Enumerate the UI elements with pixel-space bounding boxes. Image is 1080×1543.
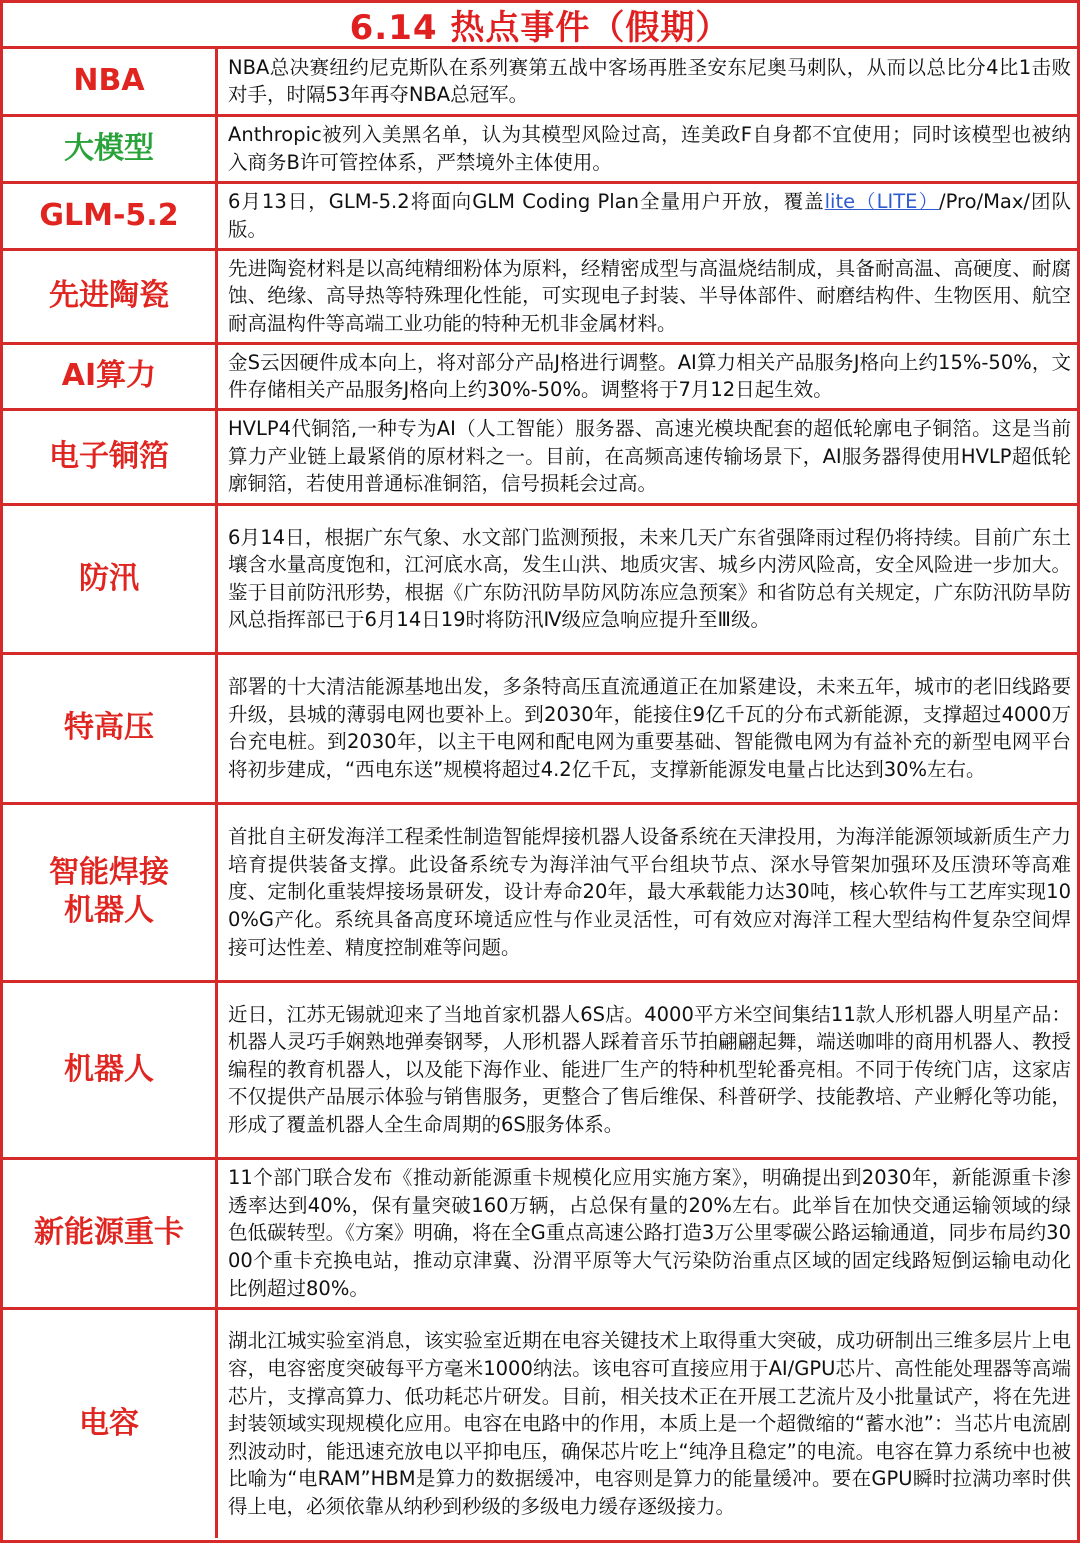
category-advanced-ceramics: 先进陶瓷 bbox=[3, 249, 217, 343]
category-line: 智能焊接 bbox=[49, 855, 169, 891]
category-welding-robot bbox=[3, 803, 217, 981]
event-description: 11个部门联合发布《推动新能源重卡规模化应用实施方案》，明确提出到2030年，新能源重卡渗透率达到40%，保有量突破160万辆，占总保有量的20%左右。此举旨在加快交通运输领域的绿色低碳转型。《方案》明确，将在全G重点高速公路打造3万公里零碳公路运输通道，同步布局约3000个重卡充换电站，推动京津冀、汾渭平原等大气污染防治重点区域的固定线路短倒运输电动化比例超过80%。 bbox=[217, 1158, 1078, 1308]
event-text-before-link: 6月13日，GLM-5.2将面向GLM Coding Plan全量用户开放，覆盖 bbox=[228, 189, 825, 213]
category-glm: GLM-5.2 bbox=[3, 182, 217, 249]
category-capacitor: 电容 bbox=[3, 1308, 217, 1538]
event-description: 部署的十大清洁能源基地出发，多条特高压直流通道正在加紧建设，未来五年，城市的老旧线路要升级，县城的薄弱电网也要补上。到2030年，能接住9亿千瓦的分布式新能源，支撑超过4000万台充电桩。到2030年，以主干电网和配电网为重要基础、智能微电网为有益补充的新型电网平台将初步建成，“西电东送”规模将超过4.2亿千瓦，支撑新能源发电量占比达到30%左右。 bbox=[217, 653, 1078, 803]
table-row bbox=[3, 249, 1077, 343]
event-description: 近日，江苏无锡就迎来了当地首家机器人6S店。4000平方米空间集结11款人形机器人明星产品：机器人灵巧手娴熟地弹奏钢琴，人形机器人踩着音乐节拍翩翩起舞，端送咖啡的商用机器人、教授编程的教育机器人，以及能下海作业、能进厂生产的特种机型轮番亮相。不同于传统门店，这家店不仅提供产品展示体验与销售服务，更整合了售后维保、科普研学、技能教培、产业孵化等功能，形成了覆盖机器人全生命周期的6S服务体系。 bbox=[217, 981, 1078, 1158]
event-description: NBA总决赛纽约尼克斯队在系列赛第五战中客场再胜圣安东尼奥马刺队，从而以总比分4比1击败对手，时隔53年再夺NBA总冠军。 bbox=[217, 49, 1078, 115]
category-robot: 机器人 bbox=[3, 981, 217, 1158]
event-description: 首批自主研发海洋工程柔性制造智能焊接机器人设备系统在天津投用，为海洋能源领域新质生产力培育提供装备支撑。此设备系统专为海洋油气平台组块节点、深水导管架加强环及压溃环等高难度、定制化重装焊接场景研发，设计寿命20年，最大承载能力达30吨，核心软件与工艺库实现100%G产化。系统具备高度环境适应性与作业灵活性，可有效应对海洋工程大型结构件复杂空间焊接可达性差、精度控制难等问题。 bbox=[217, 803, 1078, 981]
table-row bbox=[3, 981, 1077, 1158]
table-row bbox=[3, 1308, 1077, 1538]
category-nba: NBA bbox=[3, 49, 217, 115]
table-row bbox=[3, 653, 1077, 803]
lite-link[interactable]: lite（LITE） bbox=[824, 189, 940, 213]
category-ev-truck: 新能源重卡 bbox=[3, 1158, 217, 1308]
event-description: Anthropic被列入美黑名单，认为其模型风险过高，连美政F自身都不宜使用；同时该模型也被纳入商务B许可管控体系，严禁境外主体使用。 bbox=[217, 115, 1078, 182]
event-text-after-link: /Pro/Max/团队版。 bbox=[228, 189, 1072, 241]
event-description: 湖北江城实验室消息，该实验室近期在电容关键技术上取得重大突破，成功研制出三维多层片上电容，电容密度突破每平方毫米1000纳法。该电容可直接应用于AI/GPU芯片、高性能处理器等高端芯片，支撑高算力、低功耗芯片研发。目前，相关技术正在开展工艺流片及小批量试产，将在先进封装领域实现规模化应用。电容在电路中的作用，本质上是一个超微缩的“蓄水池”：当芯片电流剧烈波动时，能迅速充放电以平抑电压，确保芯片吃上“纯净且稳定”的电流。电容在算力系统中也被比喻为“电RAM”HBM是算力的数据缓冲，电容则是算力的能量缓冲。要在GPU瞬时拉满功率时供得上电，必须依靠从纳秒到秒级的多级电力缓存逐级接力。 bbox=[228, 1329, 1071, 1518]
event-description: HVLP4代铜箔,一种专为AI（人工智能）服务器、高速光模块配套的超低轮廓电子铜箔。这是当前算力产业链上最紧俏的原材料之一。目前，在高频高速传输场景下，AI服务器得使用HVLP超低轮廓铜箔，若使用普通标准铜箔，信号损耗会过高。 bbox=[217, 409, 1078, 504]
event-description bbox=[217, 182, 1078, 249]
table-row bbox=[3, 49, 1077, 115]
table-row bbox=[3, 803, 1077, 981]
category-copper-foil: 电子铜箔 bbox=[3, 409, 217, 504]
table-row bbox=[3, 409, 1077, 504]
category-large-model: 大模型 bbox=[3, 115, 217, 182]
table-row bbox=[3, 182, 1077, 249]
table-row bbox=[3, 1158, 1077, 1308]
table-row bbox=[3, 504, 1077, 653]
event-description: 先进陶瓷材料是以高纯精细粉体为原料，经精密成型与高温烧结制成，具备耐高温、高硬度、耐腐蚀、绝缘、高导热等特殊理化性能，可实现电子封装、半导体部件、耐磨结构件、生物医用、航空耐高温构件等高端工业功能的特种无机非金属材料。 bbox=[217, 249, 1078, 343]
page-title: 6.14 热点事件（假期） bbox=[3, 3, 1077, 49]
events-table bbox=[3, 49, 1077, 1538]
category-ai-compute: AI算力 bbox=[3, 343, 217, 409]
event-description: 金S云因硬件成本向上，将对部分产品J格进行调整。AI算力相关产品服务J格向上约15%-50%，文件存储相关产品服务J格向上约30%-50%。调整将于7月12日起生效。 bbox=[217, 343, 1078, 409]
table-row bbox=[3, 343, 1077, 409]
event-description: 6月14日，根据广东气象、水文部门监测预报，未来几天广东省强降雨过程仍将持续。目前广东土壤含水量高度饱和，江河底水高，发生山洪、地质灾害、城乡内涝风险高，安全风险进一步加大。鉴于目前防汛形势，根据《广东防汛防旱防风防冻应急预案》和省防总有关规定，广东防汛防旱防风总指挥部已于6月14日19时将防汛Ⅳ级应急响应提升至Ⅲ级。 bbox=[217, 504, 1078, 653]
category-line: 机器人 bbox=[64, 893, 154, 929]
table-row bbox=[3, 115, 1077, 182]
category-flood-control: 防汛 bbox=[3, 504, 217, 653]
category-uhv: 特高压 bbox=[3, 653, 217, 803]
